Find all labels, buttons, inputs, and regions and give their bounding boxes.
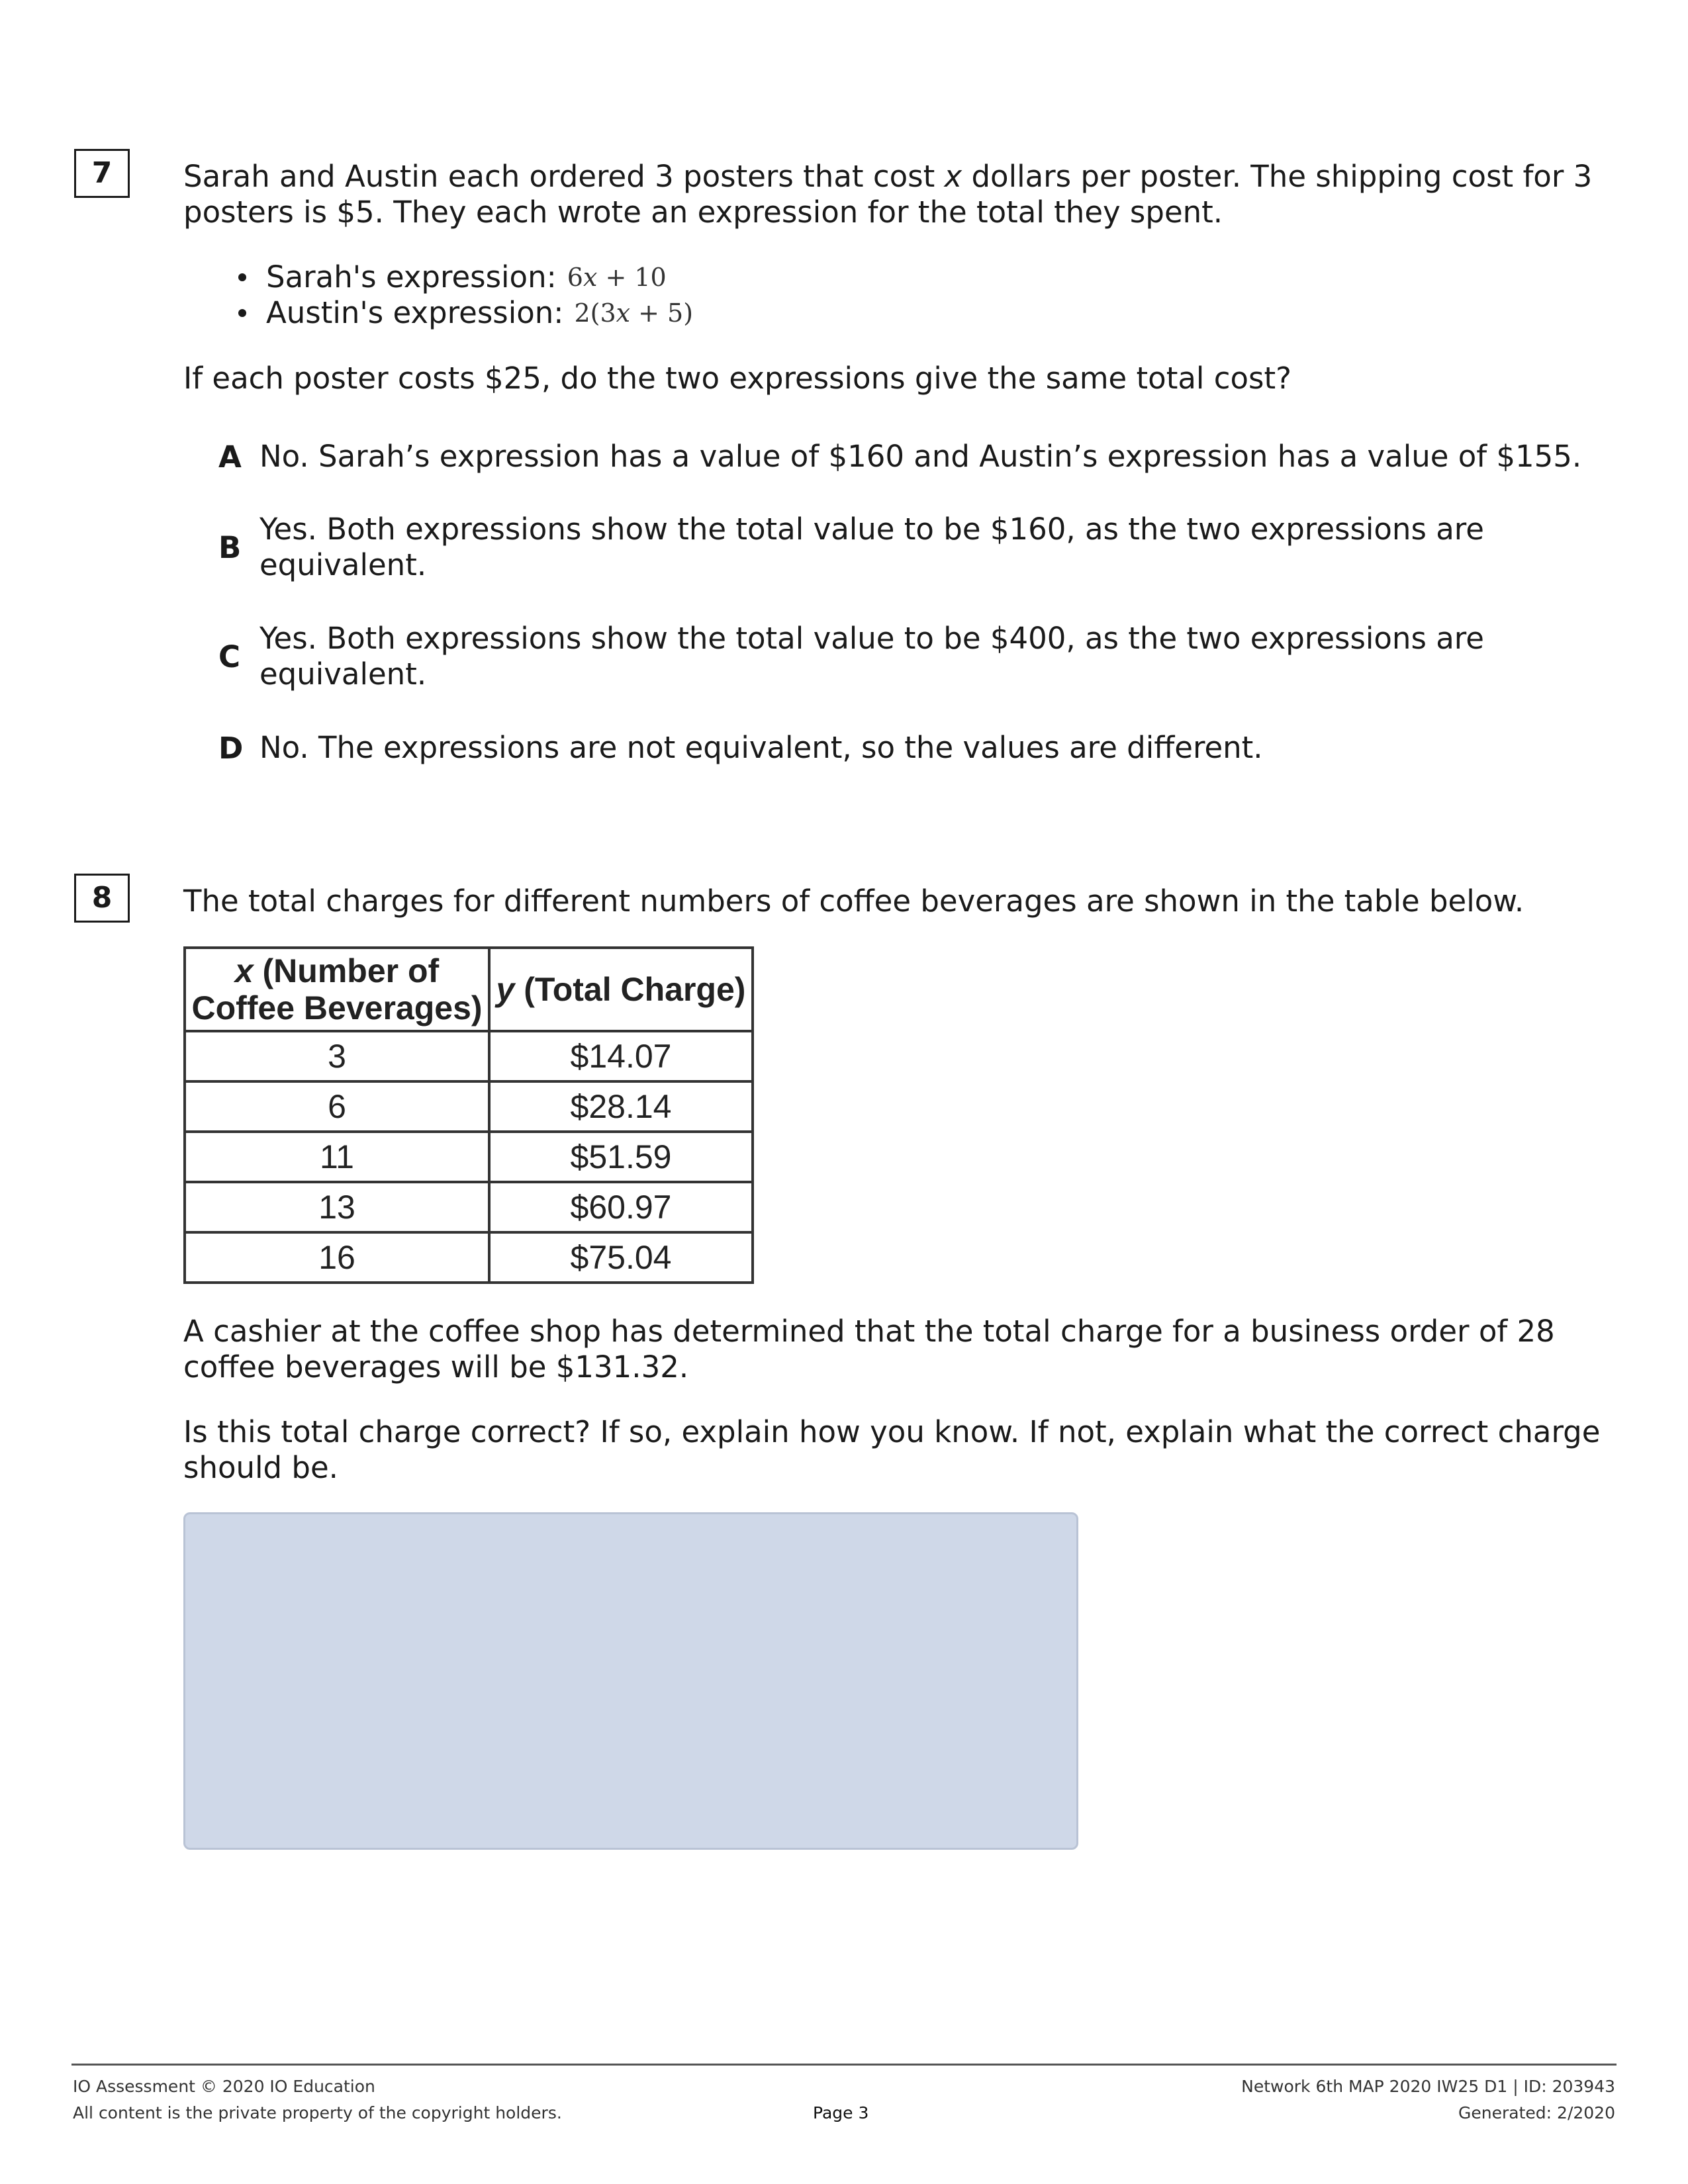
question-8-statement: A cashier at the coffee shop has determined that the total charge for a business order of 28 coffee beverages will be $131.32.	[183, 1314, 1555, 1385]
table-row	[185, 1081, 753, 1132]
choice-letter: B	[218, 529, 242, 565]
list-item	[238, 295, 693, 331]
coffee-charges-table	[183, 946, 754, 1284]
table-header-row	[185, 948, 753, 1031]
table-cell: 3	[185, 1031, 489, 1081]
table-cell: 11	[185, 1132, 489, 1182]
question-8-question: Is this total charge correct? If so, explain how you know. If not, explain what the correct charge should be.	[183, 1414, 1601, 1485]
footer-rights: All content is the private property of the copyright holders.	[73, 2103, 562, 2122]
choice-text: No. Sarah’s expression has a value of $160 and Austin’s expression has a value of $155.	[259, 439, 1582, 474]
answer-choice-d[interactable]	[212, 730, 1635, 766]
prompt-text-start: Sarah and Austin each ordered 3 posters that cost	[183, 159, 945, 194]
choice-text: Yes. Both expressions show the total value to be $400, as the two expressions are equivalent.	[259, 621, 1484, 692]
page-number: Page 3	[813, 2103, 869, 2122]
footer-test-id: Network 6th MAP 2020 IW25 D1 | ID: 203943	[1241, 2077, 1615, 2096]
table-cell: 16	[185, 1232, 489, 1283]
table-cell: $51.59	[489, 1132, 753, 1182]
list-item	[238, 259, 693, 295]
choice-text: Yes. Both expressions show the total value to be $160, as the two expressions are equivalent.	[259, 512, 1484, 582]
austin-expression: 2(3x + 5)	[574, 298, 694, 328]
bullet-icon	[238, 273, 246, 281]
question-number-8: 8	[74, 874, 130, 923]
table-row	[185, 1182, 753, 1232]
bullet-icon	[238, 309, 246, 317]
column-header-y: y (Total Charge)	[489, 948, 753, 1031]
question-number-7: 7	[74, 149, 130, 198]
table-row	[185, 1031, 753, 1081]
table-cell: $75.04	[489, 1232, 753, 1283]
prompt-text-end: dollars per poster. The shipping cost for 3 posters is $5. They each wrote an expression for the total they spent.	[183, 159, 1593, 230]
question-7-prompt	[183, 159, 1607, 230]
column-header-x: x (Number of Coffee Beverages)	[185, 948, 489, 1031]
question-8-intro: The total charges for different numbers of coffee beverages are shown in the table below.	[183, 884, 1524, 919]
expression-label: Sarah's expression:	[266, 259, 557, 295]
answer-choice-b[interactable]	[212, 512, 1635, 583]
table-cell: $14.07	[489, 1031, 753, 1081]
table-cell: $28.14	[489, 1081, 753, 1132]
expressions-list	[238, 259, 693, 331]
footer-generated: Generated: 2/2020	[1458, 2103, 1615, 2122]
choice-letter: C	[218, 639, 241, 674]
sarah-expression: 6x + 10	[567, 263, 667, 292]
response-textarea[interactable]	[183, 1512, 1078, 1850]
footer-copyright: IO Assessment © 2020 IO Education	[73, 2077, 375, 2096]
choice-letter: A	[218, 439, 242, 475]
table-cell: 13	[185, 1182, 489, 1232]
question-7-question: If each poster costs $25, do the two expressions give the same total cost?	[183, 361, 1291, 396]
choice-text: No. The expressions are not equivalent, so the values are different.	[259, 730, 1263, 765]
answer-choice-a[interactable]	[212, 439, 1635, 475]
table-cell: 6	[185, 1081, 489, 1132]
choice-letter: D	[218, 730, 244, 766]
answer-choice-c[interactable]	[212, 621, 1635, 692]
table-cell: $60.97	[489, 1182, 753, 1232]
table-row	[185, 1132, 753, 1182]
expression-label: Austin's expression:	[266, 295, 564, 330]
footer-divider	[71, 2064, 1617, 2066]
variable-x: x	[944, 159, 962, 194]
table-row	[185, 1232, 753, 1283]
